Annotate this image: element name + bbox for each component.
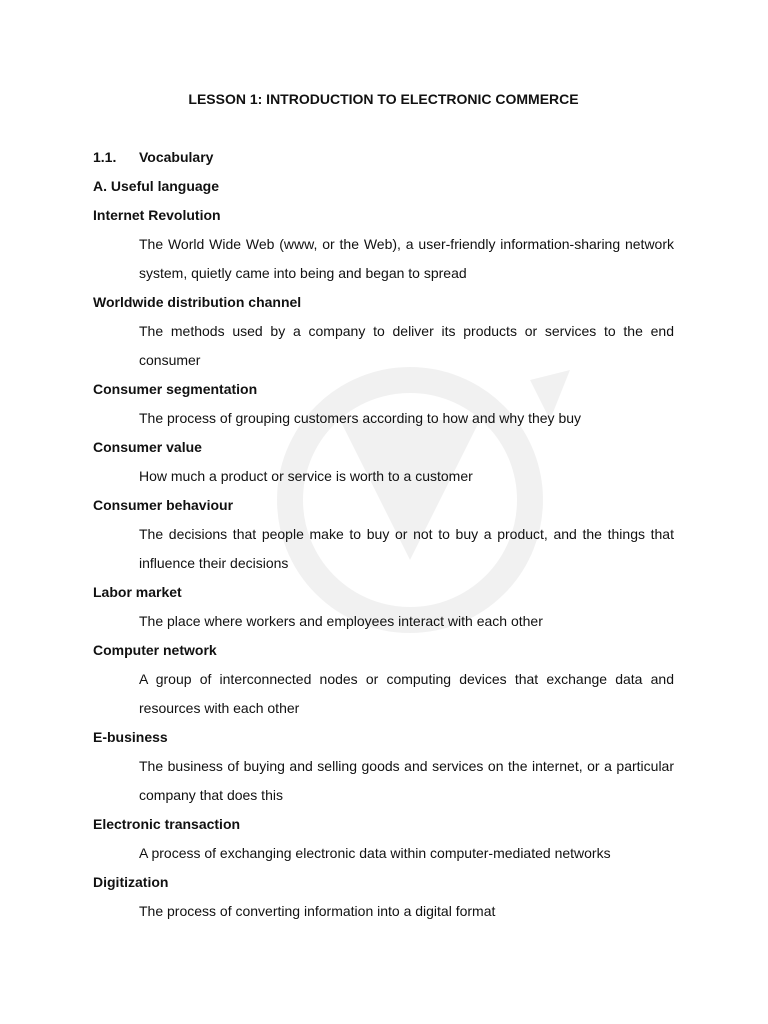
- vocab-definition: The methods used by a company to deliver its products or services to the end consumer: [139, 323, 674, 368]
- vocab-term: Labor market: [93, 584, 182, 600]
- vocab-definition: A group of interconnected nodes or computing devices that exchange data and resources with each other: [139, 671, 674, 716]
- vocab-definition: The business of buying and selling goods and services on the internet, or a particular company that does this: [139, 758, 674, 803]
- subheading: A. Useful language: [93, 178, 220, 194]
- lesson-title: LESSON 1: INTRODUCTION TO ELECTRONIC COMMERCE: [188, 91, 579, 107]
- vocab-definition: How much a product or service is worth to a customer: [139, 468, 473, 484]
- vocab-definition: A process of exchanging electronic data within computer-mediated networks: [139, 845, 611, 861]
- vocab-term: Consumer value: [93, 439, 202, 455]
- vocab-term: Electronic transaction: [93, 816, 241, 832]
- vocab-definition: The decisions that people make to buy or not to buy a product, and the things that influence their decisions: [139, 526, 674, 571]
- vocab-term: E-business: [93, 729, 168, 745]
- vocab-definition: The process of grouping customers according to how and why they buy: [139, 410, 582, 426]
- vocab-term: Internet Revolution: [93, 207, 221, 223]
- section-heading: [93, 143, 674, 172]
- vocab-term: Consumer behaviour: [93, 497, 234, 513]
- vocab-term: Computer network: [93, 642, 217, 658]
- section-number: 1.1.: [93, 149, 117, 165]
- vocab-term: Digitization: [93, 874, 169, 890]
- vocab-definition: The World Wide Web (www, or the Web), a user-friendly information-sharing network system, quietly came into being and began to spread: [139, 236, 674, 281]
- document-content: [93, 88, 674, 926]
- vocab-definition: The place where workers and employees interact with each other: [139, 613, 543, 629]
- vocab-term: Worldwide distribution channel: [93, 294, 302, 310]
- vocab-term: Consumer segmentation: [93, 381, 258, 397]
- section-title: Vocabulary: [139, 149, 214, 165]
- vocab-definition: The process of converting information into a digital format: [139, 903, 496, 919]
